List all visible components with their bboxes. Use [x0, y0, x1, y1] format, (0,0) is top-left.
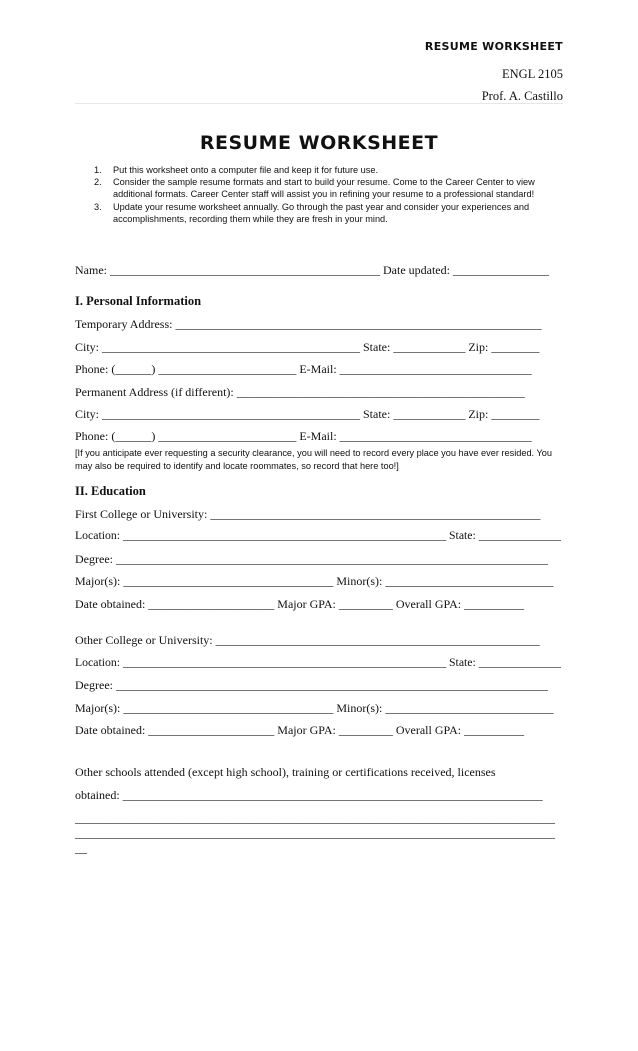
other-date-gpa-field[interactable]: Date obtained: _____________________ Major GPA: _________ Overall GPA: __________ [75, 723, 525, 737]
permanent-address-field[interactable]: Permanent Address (if different): ________________________________________________ [75, 385, 525, 399]
security-clearance-note: [If you anticipate ever requesting a security clearance, you will need to record every place you have ever resided. You may also be required to identify and locate roommates, so record that here too!] [75, 448, 553, 471]
permanent-phone-email-field[interactable]: Phone: (______) _______________________ E-Mail: ________________________________ [75, 429, 532, 443]
other-degree-field[interactable]: Degree: ________________________________________________________________________ [75, 678, 548, 692]
temporary-phone-email-field[interactable]: Phone: (______) _______________________ E-Mail: ________________________________ [75, 362, 532, 376]
instruction-text: Consider the sample resume formats and start to build your resume. Come to the Career Center to view additional formats. Career Center staff will assist you in refining your resume to a professional standard! [113, 177, 535, 200]
first-major-minor-field[interactable]: Major(s): ___________________________________ Minor(s): ____________________________ [75, 574, 554, 588]
instructions-list [88, 164, 566, 225]
other-schools-field[interactable]: obtained: ______________________________________________________________________ [75, 788, 543, 802]
other-schools-label: Other schools attended (except high school), training or certifications received, licenses [75, 765, 496, 779]
instruction-text: Put this worksheet onto a computer file and keep it for future use. [113, 165, 379, 175]
blank-line[interactable]: ________________________________________________________________________________ [75, 811, 555, 825]
header-divider [75, 103, 563, 104]
instruction-item [88, 176, 566, 200]
instruction-number: 1. [94, 165, 102, 175]
instruction-item [88, 164, 566, 176]
other-college-field[interactable]: Other College or University: ______________________________________________________ [75, 633, 540, 647]
permanent-city-state-zip-field[interactable]: City: ___________________________________________ State: ____________ Zip: ________ [75, 407, 540, 421]
first-college-field[interactable]: First College or University: _______________________________________________________ [75, 507, 541, 521]
temporary-address-field[interactable]: Temporary Address: _____________________________________________________________ [75, 317, 542, 331]
course-code: ENGL 2105 [502, 67, 563, 81]
blank-line[interactable]: ________________________________________________________________________________ [75, 826, 555, 840]
first-date-gpa-field[interactable]: Date obtained: _____________________ Major GPA: _________ Overall GPA: __________ [75, 597, 525, 611]
section-heading-education: II. Education [75, 484, 146, 498]
first-location-state-field[interactable]: Location: _______________________________________________________ State: ______________ [75, 529, 561, 542]
instruction-number: 3. [94, 201, 102, 212]
section-heading-personal: I. Personal Information [75, 294, 202, 308]
instruction-text: Update your resume worksheet annually. Go through the past year and consider your experiences and accomplishments, recording them while they are fresh in your mind. [113, 201, 530, 224]
first-degree-field[interactable]: Degree: ________________________________________________________________________ [75, 552, 548, 566]
instructor-name: Prof. A. Castillo [481, 89, 563, 103]
instruction-item [88, 201, 566, 225]
document-title: RESUME WORKSHEET [199, 132, 439, 154]
running-header-title: RESUME WORKSHEET [424, 40, 563, 53]
temporary-city-state-zip-field[interactable]: City: ___________________________________________ State: ____________ Zip: ________ [75, 340, 540, 354]
blank-line[interactable]: __ [75, 841, 87, 855]
name-date-line[interactable]: Name: _____________________________________________ Date updated: ________________ [75, 263, 549, 277]
other-location-state-field[interactable]: Location: _______________________________________________________ State: ______________ [75, 656, 561, 669]
instruction-number: 2. [94, 177, 102, 188]
other-major-minor-field[interactable]: Major(s): ___________________________________ Minor(s): ____________________________ [75, 701, 554, 715]
